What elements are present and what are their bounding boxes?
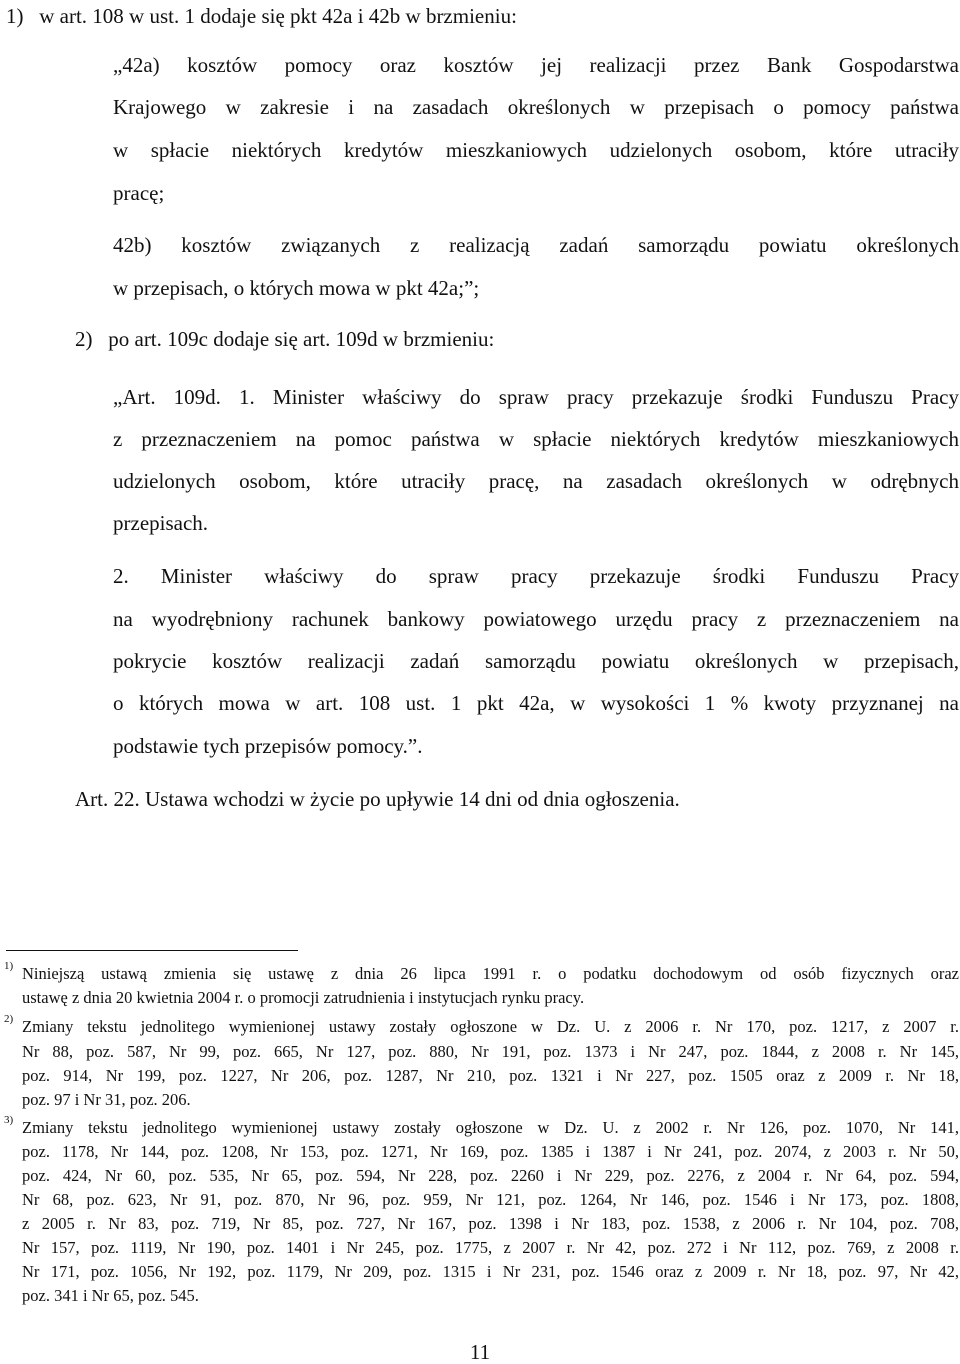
footnote-line: Nr 68, poz. 623, Nr 91, poz. 870, Nr 96, poz. 959, Nr 121, poz. 1264, Nr 146, poz. 1546 i Nr 173, poz. 1808, <box>22 1190 959 1209</box>
footnote-line: z 2005 r. Nr 83, poz. 719, Nr 85, poz. 727, Nr 167, poz. 1398 i Nr 183, poz. 1538, z 2006 r. Nr 104, poz. 708, <box>22 1214 959 1233</box>
amendment-point-1: 1) w art. 108 w ust. 1 dodaje się pkt 42a i 42b w brzmieniu: <box>6 4 517 28</box>
footnote-line: Nr 171, poz. 1056, Nr 192, poz. 1179, Nr 209, poz. 1315 i Nr 231, poz. 1546 oraz z 2009 r. Nr 18, poz. 97, Nr 42, <box>22 1262 959 1281</box>
text-line: o których mowa w art. 108 ust. 1 pkt 42a, w wysokości 1 % kwoty przyznanej na <box>113 691 959 715</box>
text-line: z przeznaczeniem na pomoc państwa w spłacie niektórych kredytów mieszkaniowych <box>113 427 959 451</box>
text-line: 2. Minister właściwy do spraw pracy przekazuje środki Funduszu Pracy <box>113 564 959 588</box>
text-line: na wyodrębniony rachunek bankowy powiatowego urzędu pracy z przeznaczeniem na <box>113 607 959 631</box>
amendment-point-2: 2) po art. 109c dodaje się art. 109d w brzmieniu: <box>75 327 495 351</box>
footnote-line: poz. 424, Nr 60, poz. 535, Nr 65, poz. 594, Nr 228, poz. 2260 i Nr 229, poz. 2276, z 2004 r. Nr 64, poz. 594, <box>22 1166 959 1185</box>
text-line: pokrycie kosztów realizacji zadań samorządu powiatu określonych w przepisach, <box>113 649 959 673</box>
footnote-line: ustawę z dnia 20 kwietnia 2004 r. o promocji zatrudnienia i instytucjach rynku pracy. <box>22 988 585 1007</box>
footnote-mark-3: 3) <box>4 1114 14 1126</box>
footnote-line: Niniejszą ustawą zmienia się ustawę z dnia 26 lipca 1991 r. o podatku dochodowym od osób fizycznych oraz <box>22 964 959 983</box>
text-line: pracę; <box>113 181 165 205</box>
footnote-line: poz. 97 i Nr 31, poz. 206. <box>22 1090 191 1109</box>
footnote-line: Nr 157, poz. 1119, Nr 190, poz. 1401 i Nr 245, poz. 1775, z 2007 r. Nr 42, poz. 272 i Nr 112, poz. 769, z 2008 r. <box>22 1238 959 1257</box>
text-line: przepisach. <box>113 511 209 535</box>
footnote-line: poz. 341 i Nr 65, poz. 545. <box>22 1286 199 1305</box>
text-line: w przepisach, o których mowa w pkt 42a;”; <box>113 276 480 300</box>
footnote-line: Nr 88, poz. 587, Nr 99, poz. 665, Nr 127, poz. 880, Nr 191, poz. 1373 i Nr 247, poz. 1844, z 2008 r. Nr 145, <box>22 1042 959 1061</box>
article-22: Art. 22. Ustawa wchodzi w życie po upływie 14 dni od dnia ogłoszenia. <box>75 787 680 811</box>
footnote-mark-2: 2) <box>4 1013 14 1025</box>
page-number: 11 <box>469 1340 491 1364</box>
text-line: „Art. 109d. 1. Minister właściwy do spraw pracy przekazuje środki Funduszu Pracy <box>113 385 959 409</box>
text-line: 42b) kosztów związanych z realizacją zadań samorządu powiatu określonych <box>113 233 959 257</box>
footnote-mark-1: 1) <box>4 960 14 972</box>
text-line: „42a) kosztów pomocy oraz kosztów jej realizacji przez Bank Gospodarstwa <box>113 53 959 77</box>
text-line: Krajowego w zakresie i na zasadach określonych w przepisach o pomocy państwa <box>113 95 959 119</box>
footnote-separator <box>6 950 298 951</box>
footnote-line: poz. 914, Nr 199, poz. 1227, Nr 206, poz. 1287, Nr 210, poz. 1321 i Nr 227, poz. 1505 oraz z 2009 r. Nr 18, <box>22 1066 959 1085</box>
footnote-line: Zmiany tekstu jednolitego wymienionej ustawy zostały ogłoszone w Dz. U. z 2006 r. Nr 170, poz. 1217, z 2007 r. <box>22 1017 959 1036</box>
footnote-line: Zmiany tekstu jednolitego wymienionej ustawy zostały ogłoszone w Dz. U. z 2002 r. Nr 126, poz. 1070, Nr 141, <box>22 1118 959 1137</box>
text-line: podstawie tych przepisów pomocy.”. <box>113 734 423 758</box>
footnote-line: poz. 1178, Nr 144, poz. 1208, Nr 153, poz. 1271, Nr 169, poz. 1385 i 1387 i Nr 241, poz. 2074, z 2003 r. Nr 50, <box>22 1142 959 1161</box>
text-line: udzielonych osobom, które utraciły pracę, na zasadach określonych w odrębnych <box>113 469 959 493</box>
text-line: w spłacie niektórych kredytów mieszkaniowych udzielonych osobom, które utraciły <box>113 138 959 162</box>
